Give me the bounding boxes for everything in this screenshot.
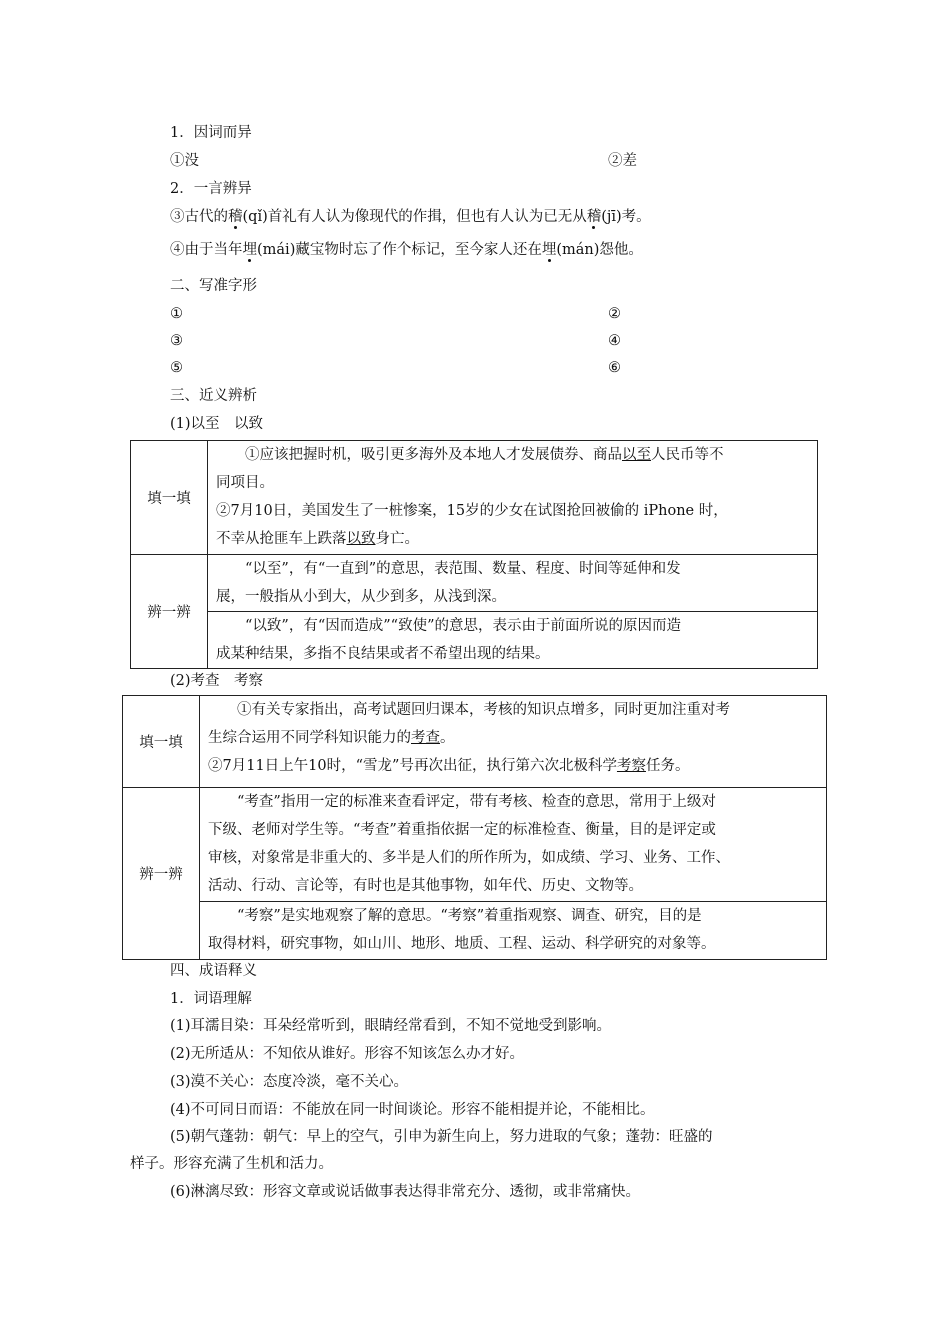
- section-title-synonyms: 三、近义辨析: [170, 388, 257, 404]
- fill-cell: ①应该把握时机，吸引更多海外及本地人才发展债券、商品以至人民币等不 同项目。 ②7月10日，美国发生了一桩惨案，15岁的少女在试图抢回被偷的 iPhone 时， 不幸从抢匪车上跌落以致身亡。: [208, 441, 818, 555]
- table-yizhi: [130, 440, 818, 669]
- subheading-kaocha: (2)考查 考察: [170, 673, 264, 689]
- diff-cell-2: “以致”，有“因而造成”“致使”的意思，表示由于前面所说的原因而造 成某种结果，多指不良结果或者不希望出现的结果。: [208, 612, 818, 669]
- answer-1: ①没: [170, 153, 199, 169]
- idiom-item: (4)不可同日而语：不能放在同一时间谈论。形容不能相提并论，不能相比。: [170, 1102, 655, 1118]
- item-row: [170, 151, 637, 171]
- idiom-item: (2)无所适从：不知依从谁好。形容不知该怎么办才好。: [170, 1046, 525, 1062]
- sentence-4: ④由于当年埋(mái)藏宝物时忘了作个标记，至今家人还在埋(mán)怨他。: [170, 242, 643, 258]
- label-fill: 填一填: [123, 696, 200, 788]
- idiom-item: (6)淋漓尽致：形容文章或说话做事表达得非常充分、透彻，或非常痛快。: [170, 1184, 641, 1200]
- idiom-item-cont: 样子。形容充满了生机和活力。: [130, 1156, 333, 1172]
- label-fill: 填一填: [131, 441, 208, 555]
- diff-cell-2: “考察”是实地观察了解的意思。“考察”着重指观察、调查、研究，目的是 取得材料，研究事物，如山川、地形、地质、工程、运动、科学研究的对象等。: [200, 902, 827, 960]
- blank-row: ① ②: [170, 306, 621, 322]
- idiom-item: (3)漠不关心：态度冷淡，毫不关心。: [170, 1074, 409, 1090]
- diff-cell-1: “考查”指用一定的标准来查看评定，带有考核、检查的意思，常用于上级对 下级、老师对学生等。“考查”着重指依据一定的标准检查、衡量，目的是评定或 审核，对象常是非重大的、多半是人们的所作所为，如成绩、学习、业务、工作、 活动、行动、言论等，有时也是其他事物，如年代、历史、文物等。: [200, 788, 827, 902]
- heading-word-difference: 1．因词而异: [170, 125, 252, 141]
- table-kaocha: [122, 695, 827, 960]
- section-title-glyphs: 二、写准字形: [170, 278, 257, 294]
- diff-cell-1: “以至”，有“一直到”的意思，表范围、数量、程度、时间等延伸和发 展，一般指从小到大，从少到多，从浅到深。: [208, 555, 818, 612]
- blank-row: ③ ④: [170, 333, 621, 349]
- heading-one-sentence: 2．一言辨异: [170, 181, 252, 197]
- heading-word-understanding: 1．词语理解: [170, 991, 252, 1007]
- idiom-item: (5)朝气蓬勃：朝气：早上的空气，引申为新生向上，努力进取的气象；蓬勃：旺盛的: [170, 1129, 713, 1145]
- idiom-item: (1)耳濡目染：耳朵经常听到，眼睛经常看到，不知不觉地受到影响。: [170, 1018, 612, 1034]
- section-title-idioms: 四、成语释义: [170, 963, 257, 979]
- blank-row: ⑤ ⑥: [170, 360, 621, 376]
- fill-cell: ①有关专家指出，高考试题回归课本，考核的知识点增多，同时更加注重对考 生综合运用不同学科知识能力的考查。 ②7月11日上午10时，“雪龙”号再次出征，执行第六次北极科学考察任务。: [200, 696, 827, 788]
- label-diff: 辨一辨: [123, 788, 200, 960]
- sentence-3: ③古代的稽(qǐ)首礼有人认为像现代的作揖，但也有人认为已无从稽(jī)考。: [170, 209, 651, 225]
- answer-2: ②差: [608, 153, 637, 169]
- label-diff: 辨一辨: [131, 555, 208, 669]
- subheading-yizhi: (1)以至 以致: [170, 416, 264, 432]
